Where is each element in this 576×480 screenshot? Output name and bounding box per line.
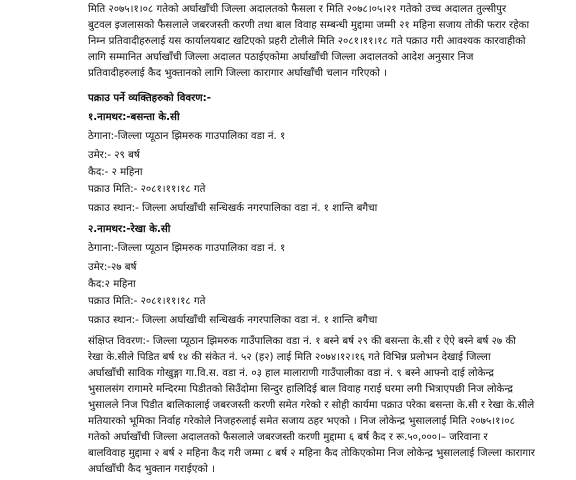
intro-line-5: प्रतिवादीहरुलाई कैद भुक्तानको लागि जिल्ला कारागार अर्घाखाँची चलान गरिएको । — [88, 68, 387, 79]
summary-line-1: संक्षिप्त विवरण:- जिल्ला प्यूठान झिमरुक गाउँपालिका वडा नं. १ बस्ने बर्ष २९ की बसन्ता के.सी र ऐऐ बस्ने बर्ष २७ की — [88, 336, 516, 347]
summary-line-4: भुसालसंग रागामरे मन्दिरमा पिडीतको सिउँदोमा सिन्दुर हालिदिई बाल विवाह गराई घरमा लगी भित्राएपछी निज लोकेन्द्र — [88, 384, 513, 395]
person2-sentence: कैद:२ महिना — [88, 279, 136, 290]
person1-age: उमेर:- २९ बर्ष — [88, 150, 140, 161]
summary-line-7: गतेको अर्घाखाँची जिल्ला अदालतको फैसलाले जबरजस्ती करणी मुद्दामा ६ बर्ष कैद र रू.५०,०००।– जरिवाना र — [88, 432, 488, 443]
intro-line-4: लागि सम्मानित अर्घाखाँची जिल्ला अदालत पठाईएकोमा अर्घाखाँची जिल्ला अदालतको आदेश अनुसार निज — [88, 52, 474, 63]
person1-address: ठेगाना:-जिल्ला प्यूठान झिमरुक गाउपालिका वडा नं. १ — [88, 131, 286, 142]
arrested-heading: पक्राउ पर्ने व्यक्तिहरुको विवरण:- — [88, 93, 211, 104]
person2-address: ठेगाना:-जिल्ला प्यूठान झिमरुक गाउपालिका वडा नं. १ — [88, 243, 286, 254]
person1-sentence: कैद:- २ महिना — [88, 167, 143, 178]
person1-arrest-date: पक्राउ मिति:- २०८१।११।१८ गते — [88, 184, 206, 195]
person2-age: उमेर:-२७ बर्ष — [88, 262, 137, 273]
summary-line-2: रेखा के.सीले पिडित बर्ष १४ की संकेत नं. ५२ (ह२) लाई मिति २०७४।१२।१६ गते विभिन्न प्रलोभन देखाई जिल्ला — [88, 352, 491, 363]
summary-line-3: अर्घाखाँची साविक गोखुङ्गा गा.वि.स. वडा नं. ०३ हाल मालाराणी गाउँपालीका वडा नं. ९ बस्ने आफ्नो दाई लोकेन्द्र — [88, 368, 494, 379]
intro-line-1: मिति २०७५।१।०८ गतेको अर्घाखाँची जिल्ला अदालतको फैसला र मिति २०७८।०५।२१ गतेको उच्च अदालत तुल्सीपुर — [88, 4, 507, 15]
summary-line-5: भुसालले निज पिडीत बालिकालाई जबरजस्ती करणी समेत गरेको र सोही कार्यमा पक्राउ परेका बसन्ता के.सी र रेखा के.सीले — [88, 400, 535, 411]
summary-line-9: अर्घाखाँची कैद भुक्तान गराईएको । — [88, 464, 215, 475]
person1-name: १.नामथर:-बसन्ता के.सी — [88, 112, 180, 123]
person1-arrest-place: पक्राउ स्थान:- जिल्ला अर्घाखाँची सन्धिखर्क नगरपालिका वडा नं. १ शान्ति बगैचा — [88, 203, 378, 214]
intro-line-3: निम्न प्रतिवादीहरुलाई यस कार्यालयबाट खटिएको प्रहरी टोलीले मिति २०८१।११।१८ गते पक्राउ गरी आवश्यक कारवाहीको — [88, 36, 526, 47]
person2-name: २.नामथर:-रेखा के.सी — [88, 224, 171, 235]
intro-line-2: बुटवल इजलासको फैसलाले जबरजस्ती करणी तथा बाल विवाह सम्बन्धी मुद्दामा जम्मी २१ महिना सजाय तोकी फरार रहेका — [88, 20, 530, 31]
person2-arrest-place: पक्राउ स्थान:- जिल्ला अर्घाखाँची सन्धिखर्क नगरपालिका वडा नं. १ शान्ति बगैचा — [88, 315, 378, 326]
summary-line-8: बालविवाह मुद्दामा २ बर्ष २ महिना कैद गरी जम्मा ८ बर्ष २ महिना कैद तोकिएकोमा निज लोकेन्द्र भुसाललाई जिल्ला कारागार — [88, 448, 535, 459]
person2-arrest-date: पक्राउ मिति:- २०८१।११।१८ गते — [88, 296, 206, 307]
summary-line-6: मतियारको भूमिका निर्वाह गरेकोले निजहरुलाई समेत सजाय ठहर भएको । निज लोकेन्द्र भुसाललाई मिति २०७५।१।०८ — [88, 416, 515, 427]
